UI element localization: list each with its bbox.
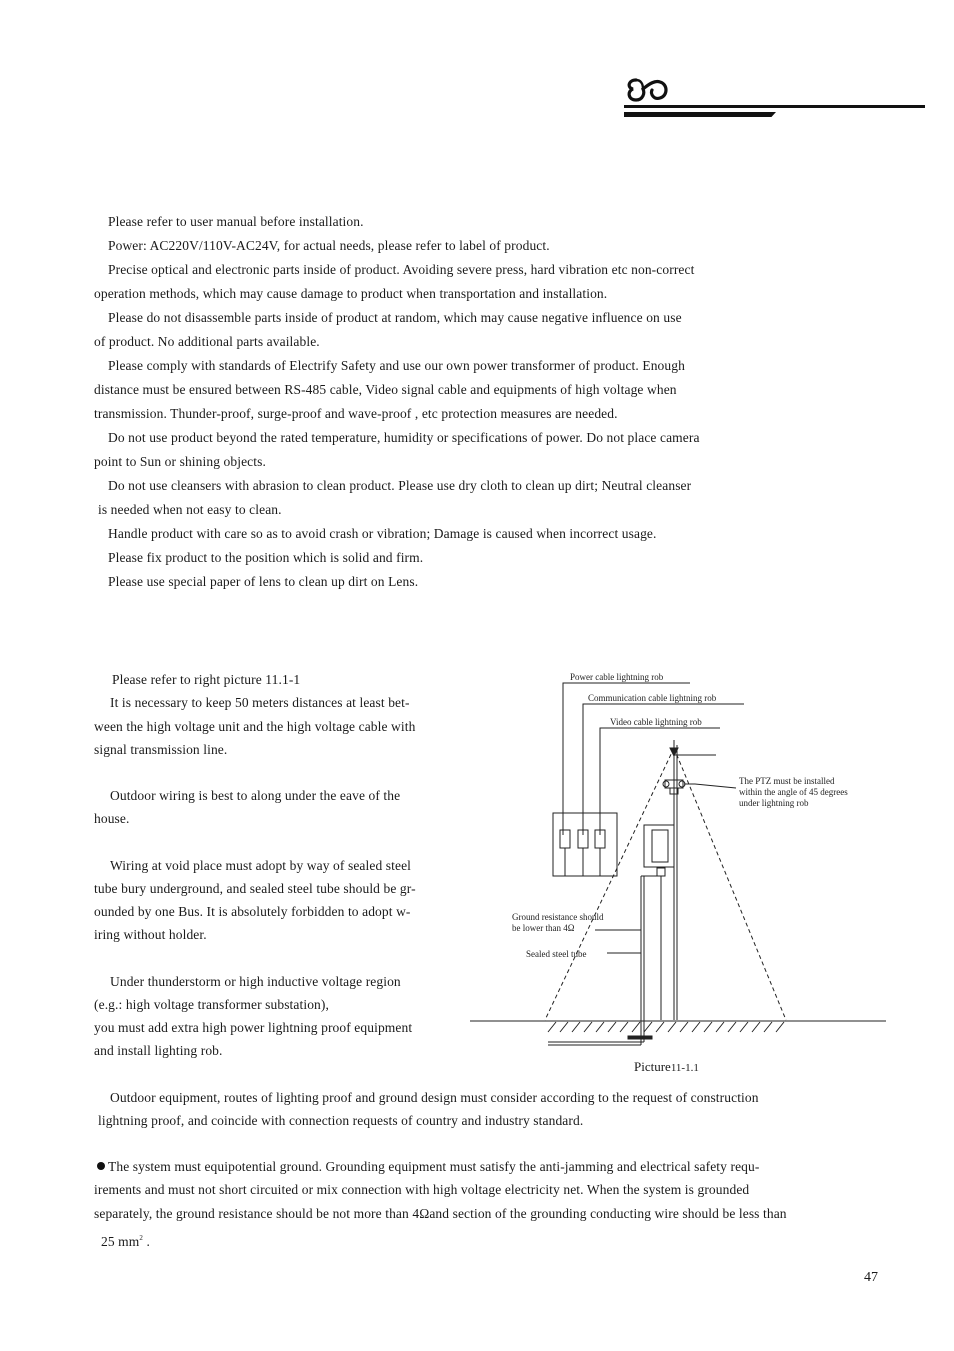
text-line: ween the high voltage unit and the high voltage cable with <box>94 719 416 734</box>
text-line: is needed when not easy to clean. <box>98 502 282 517</box>
label-video-rob: Video cable lightning rob <box>610 717 702 727</box>
text-span: . <box>143 1234 150 1249</box>
caption-number: 11-1.1 <box>670 1062 699 1074</box>
grounding-line-3 <box>94 1205 787 1223</box>
text-span: separately, the ground resistance should be not more than 4 <box>94 1206 420 1221</box>
text-line: distance must be ensured between RS-485 cable, Video signal cable and equipments of high voltage when <box>94 382 677 397</box>
text-line: transmission. Thunder-proof, surge-proof and wave-proof , etc protection measures are needed. <box>94 406 618 421</box>
grounding-line-1 <box>94 1158 759 1176</box>
text-line: ounded by one Bus. It is absolutely forbidden to adopt w- <box>94 904 411 919</box>
label-ptz-line3: under lightning rob <box>739 798 809 808</box>
text-line: Outdoor wiring is best to along under the eave of the <box>110 788 401 803</box>
text-span: 25 mm <box>101 1234 140 1249</box>
text-span: and section of the grounding conducting wire should be less than <box>429 1206 787 1221</box>
text-line: (e.g.: high voltage transformer substation), <box>94 997 329 1012</box>
text-line: iring without holder. <box>94 927 207 942</box>
text-line: Outdoor equipment, routes of lighting proof and ground design must consider according to the request of construction <box>110 1090 759 1105</box>
superscript: 2 <box>139 1234 143 1242</box>
text-line: Power: AC220V/110V-AC24V, for actual needs, please refer to label of product. <box>108 238 550 253</box>
text-line: Please refer to user manual before installation. <box>108 214 364 229</box>
text-line: Handle product with care so as to avoid crash or vibration; Damage is caused when incorrect usage. <box>108 526 657 541</box>
video-rob-leader <box>600 728 720 835</box>
label-ground-line1: Ground resistance should <box>512 912 604 922</box>
brand-logo-icon <box>624 74 672 104</box>
lightning-protection-diagram <box>466 666 890 1080</box>
text-line: tube bury underground, and sealed steel tube should be gr- <box>94 881 416 896</box>
label-ohm: Ω <box>567 923 575 933</box>
text-line: It is necessary to keep 50 meters distances at least bet- <box>110 695 410 710</box>
protection-cone-left <box>545 748 674 1020</box>
label-ptz-line2: within the angle of 45 degrees <box>739 787 848 797</box>
text-line: you must add extra high power lightning proof equipment <box>94 1020 413 1035</box>
bullet-icon <box>97 1162 105 1170</box>
text-span: The system must equipotential ground. Grounding equipment must satisfy the anti-jamming and electrical safety requ- <box>108 1159 760 1174</box>
text-line: Please refer to right picture 11.1-1 <box>112 672 301 687</box>
text-line: irements and must not short circuited or mix connection with high voltage electricity net. When the system is grounded <box>94 1182 750 1197</box>
label-ptz-line1: The PTZ must be installed <box>739 776 835 786</box>
text-line: house. <box>94 811 130 826</box>
text-line: lightning proof, and coincide with connection requests of country and industry standard. <box>98 1113 584 1128</box>
text-line: Precise optical and electronic parts inside of product. Avoiding severe press, hard vibration etc non-correct <box>108 262 695 277</box>
grounding-line-4 <box>94 1229 150 1251</box>
text-line: Do not use product beyond the rated temperature, humidity or specifications of power. Do not place camera <box>108 430 700 445</box>
text-line: Wiring at void place must adopt by way of sealed steel <box>110 858 412 873</box>
ground-electrode <box>628 1036 652 1039</box>
text-line: Do not use cleansers with abrasion to clean product. Please use dry cloth to clean up dirt; Neutral cleanser <box>108 478 692 493</box>
page-number: 47 <box>864 1270 878 1285</box>
power-rob-leader <box>563 683 690 835</box>
text-line: Please do not disassemble parts inside of product at random, which may cause negative influence on use <box>108 310 682 325</box>
label-comm-rob: Communication cable lightning rob <box>588 693 717 703</box>
header-rule-thin <box>624 105 925 108</box>
control-box <box>644 825 674 867</box>
text-line: Under thunderstorm or high inductive voltage region <box>110 974 401 989</box>
caption-word: Picture <box>634 1059 671 1074</box>
ohm-symbol: Ω <box>419 1206 430 1221</box>
text-line: Please comply with standards of Electrify Safety and use our own power transformer of product. Enough <box>108 358 685 373</box>
label-sealed-tube: Sealed steel tube <box>526 949 587 959</box>
header-rule-thick <box>624 112 776 117</box>
text-line: operation methods, which may cause damage to product when transportation and installation. <box>94 286 608 301</box>
diagram-caption <box>634 1059 699 1075</box>
label-power-rob: Power cable lightning rob <box>570 672 664 682</box>
text-line: Please use special paper of lens to clean up dirt on Lens. <box>108 574 419 589</box>
label-ground-line2 <box>512 923 575 933</box>
text-line: of product. No additional parts available. <box>94 334 320 349</box>
text-line: Please fix product to the position which is solid and firm. <box>108 550 424 565</box>
label-ground-text: be lower than 4 <box>512 923 568 933</box>
text-line: and install lighting rob. <box>94 1043 223 1058</box>
text-line: point to Sun or shining objects. <box>94 454 266 469</box>
text-line: signal transmission line. <box>94 742 228 757</box>
